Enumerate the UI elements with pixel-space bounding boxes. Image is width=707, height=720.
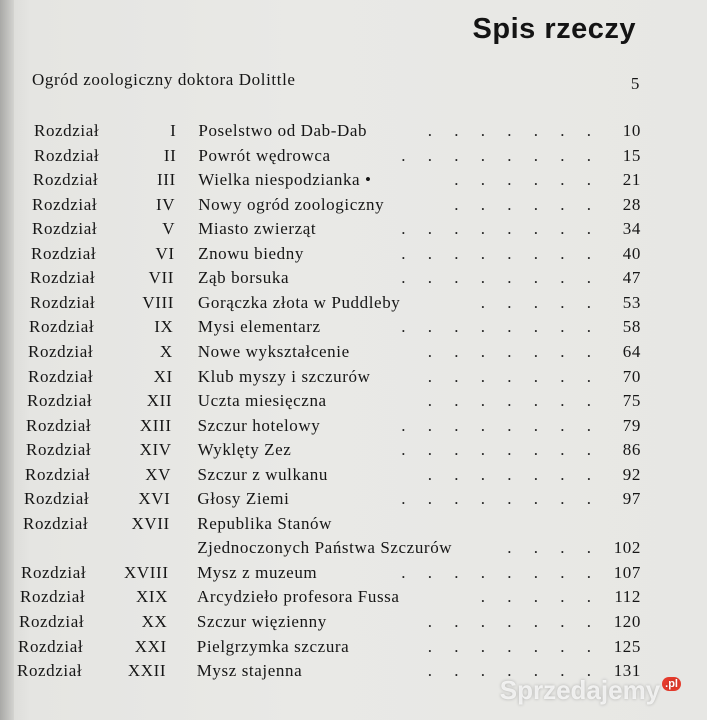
leader-dots: . . . . . . . . <box>401 440 600 460</box>
chapter-title: Wyklęty Zez <box>197 440 292 460</box>
leader-dots: . . . . . . . <box>427 661 600 681</box>
chapter-page: 125 <box>613 636 641 656</box>
chapter-numeral: IV <box>156 194 176 214</box>
chapter-page: 28 <box>622 194 641 214</box>
chapter-page: 70 <box>622 366 641 386</box>
chapter-label: Rozdział <box>25 464 91 484</box>
chapter-label: Rozdział <box>17 661 83 681</box>
leader-dots: . . . . . . . <box>427 612 600 631</box>
watermark-text: Sprzedajemy <box>499 675 661 705</box>
toc-entry <box>0 465 707 489</box>
chapter-numeral: XX <box>141 612 168 631</box>
toc-entry <box>0 440 707 464</box>
chapter-title: Nowe wykształcenie <box>197 341 350 361</box>
chapter-title: Republika Stanów <box>197 513 333 533</box>
chapter-label: Rozdział <box>18 636 84 656</box>
chapter-title: Klub myszy i szczurów <box>197 366 371 386</box>
chapter-label: Rozdział <box>30 292 96 312</box>
chapter-numeral: IX <box>154 317 174 337</box>
chapter-title: Nowy ogród zoologiczny <box>198 194 385 214</box>
chapter-numeral: II <box>163 145 177 165</box>
chapter-page: 21 <box>622 170 641 190</box>
chapter-label: Rozdział <box>27 391 93 411</box>
leader-dots: . . . . . . . . <box>401 145 600 165</box>
chapter-page: 53 <box>622 292 641 312</box>
toc-entry <box>0 268 707 292</box>
chapter-label: Rozdział <box>33 170 99 190</box>
toc-entry <box>0 391 707 415</box>
chapter-title: Arcydzieło profesora Fussa <box>197 587 400 607</box>
chapter-numeral: XVII <box>131 513 170 533</box>
chapter-page: 79 <box>622 415 641 435</box>
chapter-title: Miasto zwierząt <box>198 219 317 239</box>
intro-title: Ogród zoologiczny doktora Dolittle <box>32 70 296 89</box>
toc-entry <box>0 612 707 636</box>
chapter-numeral: I <box>170 121 177 140</box>
chapter-page: 75 <box>622 391 641 411</box>
chapter-title: Szczur hotelowy <box>197 415 321 435</box>
chapter-numeral: XI <box>153 366 173 386</box>
chapter-page: 34 <box>622 219 641 239</box>
chapter-title: Ząb borsuka <box>198 268 290 288</box>
leader-dots: . . . . . . . . <box>401 219 600 239</box>
chapter-label: Rozdział <box>30 268 96 288</box>
leader-dots: . . . . . . . <box>427 464 600 484</box>
chapter-page: 97 <box>622 489 641 509</box>
chapter-label: Rozdział <box>24 489 90 509</box>
leader-dots: . . . . . . . . <box>401 489 600 509</box>
toc-entry <box>0 367 707 391</box>
leader-dots: . . . . . . . <box>427 636 600 656</box>
toc-entry <box>0 121 707 145</box>
toc-entry <box>0 342 707 366</box>
intro-page: 5 <box>630 74 640 93</box>
chapter-numeral: XV <box>145 464 171 484</box>
chapter-page: 10 <box>622 121 641 140</box>
leader-dots: . . . . . . . <box>427 341 600 361</box>
chapter-page: 131 <box>613 661 641 681</box>
chapter-numeral: X <box>159 341 173 361</box>
chapter-numeral: XII <box>146 391 173 411</box>
chapter-label: Rozdział <box>20 587 86 607</box>
chapter-page: 64 <box>622 341 641 361</box>
toc-entry <box>0 195 707 219</box>
chapter-numeral: XVI <box>138 489 171 509</box>
leader-dots: . . . . . <box>480 587 600 607</box>
chapter-numeral: XXI <box>134 636 167 656</box>
chapter-numeral: XXII <box>127 661 167 681</box>
chapter-page: 40 <box>622 243 641 263</box>
toc-entry <box>0 416 707 440</box>
chapter-page: 102 <box>613 538 641 558</box>
toc-entry <box>0 170 707 194</box>
chapter-title: Gorączka złota w Puddleby <box>198 292 401 312</box>
chapter-numeral: VII <box>148 268 174 288</box>
leader-dots: . . . . . . . <box>427 121 600 140</box>
toc-entry <box>0 538 707 562</box>
chapter-label: Rozdział <box>19 612 85 631</box>
chapter-numeral: VIII <box>142 292 174 312</box>
chapter-title: Znowu biedny <box>198 243 304 263</box>
chapter-numeral: VI <box>155 243 175 263</box>
toc-entry <box>0 219 707 243</box>
chapter-label: Rozdział <box>21 562 87 582</box>
chapter-title: Poselstwo od Dab-Dab <box>198 121 368 140</box>
chapter-title: Zjednoczonych Państwa Szczurów <box>197 538 453 558</box>
chapter-page: 47 <box>622 268 641 288</box>
toc-entry <box>0 563 707 587</box>
chapter-label: Rozdział <box>34 121 100 140</box>
leader-dots: . . . . . . . <box>427 391 600 411</box>
chapter-numeral: III <box>157 170 176 190</box>
chapter-title: Głosy Ziemi <box>197 489 290 509</box>
chapter-title: Szczur więzienny <box>196 612 327 631</box>
chapter-label: Rozdział <box>29 317 95 337</box>
toc-entry <box>0 146 707 170</box>
toc-entry <box>0 293 707 317</box>
watermark-logo <box>500 675 681 706</box>
chapter-label: Rozdział <box>26 440 92 460</box>
leader-dots: . . . . . . . . <box>401 243 600 263</box>
chapter-title: Uczta miesięczna <box>197 391 327 411</box>
chapter-page: 86 <box>622 440 641 460</box>
chapter-label: Rozdział <box>34 145 100 165</box>
leader-dots: . . . . . . . <box>427 366 600 386</box>
chapter-label: Rozdział <box>32 219 98 239</box>
toc-entry <box>0 489 707 513</box>
chapter-page: 58 <box>622 317 641 337</box>
leader-dots: . . . . . <box>480 292 600 312</box>
leader-dots: . . . . . . <box>454 194 600 214</box>
intro-entry <box>32 70 640 94</box>
chapter-page: 112 <box>614 587 641 607</box>
chapter-label: Rozdział <box>28 366 94 386</box>
chapter-numeral: XIX <box>135 587 168 607</box>
leader-dots: . . . . . . . . <box>401 415 600 435</box>
toc-entry <box>0 317 707 341</box>
leader-dots: . . . . . . . . <box>401 562 600 582</box>
toc-entry <box>0 587 707 611</box>
chapter-numeral: XIV <box>139 440 172 460</box>
leader-dots: . . . . . . <box>454 170 600 190</box>
toc-entry <box>0 637 707 661</box>
chapter-label: Rozdział <box>32 194 98 214</box>
chapter-title: Szczur z wulkanu <box>197 464 328 484</box>
toc-entry <box>0 244 707 268</box>
chapter-numeral: V <box>162 219 176 239</box>
chapter-title: Pielgrzymka szczura <box>196 636 350 656</box>
chapter-page: 92 <box>622 464 641 484</box>
watermark-badge: .pl <box>662 677 681 691</box>
chapter-title: Mysi elementarz <box>197 317 321 337</box>
chapter-label: Rozdział <box>23 513 89 533</box>
chapter-label: Rozdział <box>28 341 94 361</box>
chapter-title: Powrót wędrowca <box>198 145 331 165</box>
toc-entry <box>0 514 707 538</box>
chapter-numeral: XVIII <box>124 562 169 582</box>
chapter-label: Rozdział <box>26 415 92 435</box>
chapter-label: Rozdział <box>31 243 97 263</box>
chapter-page: 15 <box>622 145 641 165</box>
leader-dots: . . . . . . . . <box>401 317 600 337</box>
chapter-title: Mysz stajenna <box>196 661 303 681</box>
chapter-page: 120 <box>613 612 641 631</box>
chapter-numeral: XIII <box>139 415 172 435</box>
chapter-page: 107 <box>613 562 641 582</box>
leader-dots: . . . . . . . . <box>401 268 600 288</box>
chapter-title: Wielka niespodzianka • <box>198 170 372 190</box>
chapter-title: Mysz z muzeum <box>197 562 318 582</box>
leader-dots: . . . . <box>507 538 600 558</box>
page-title: Spis rzeczy <box>472 13 636 45</box>
